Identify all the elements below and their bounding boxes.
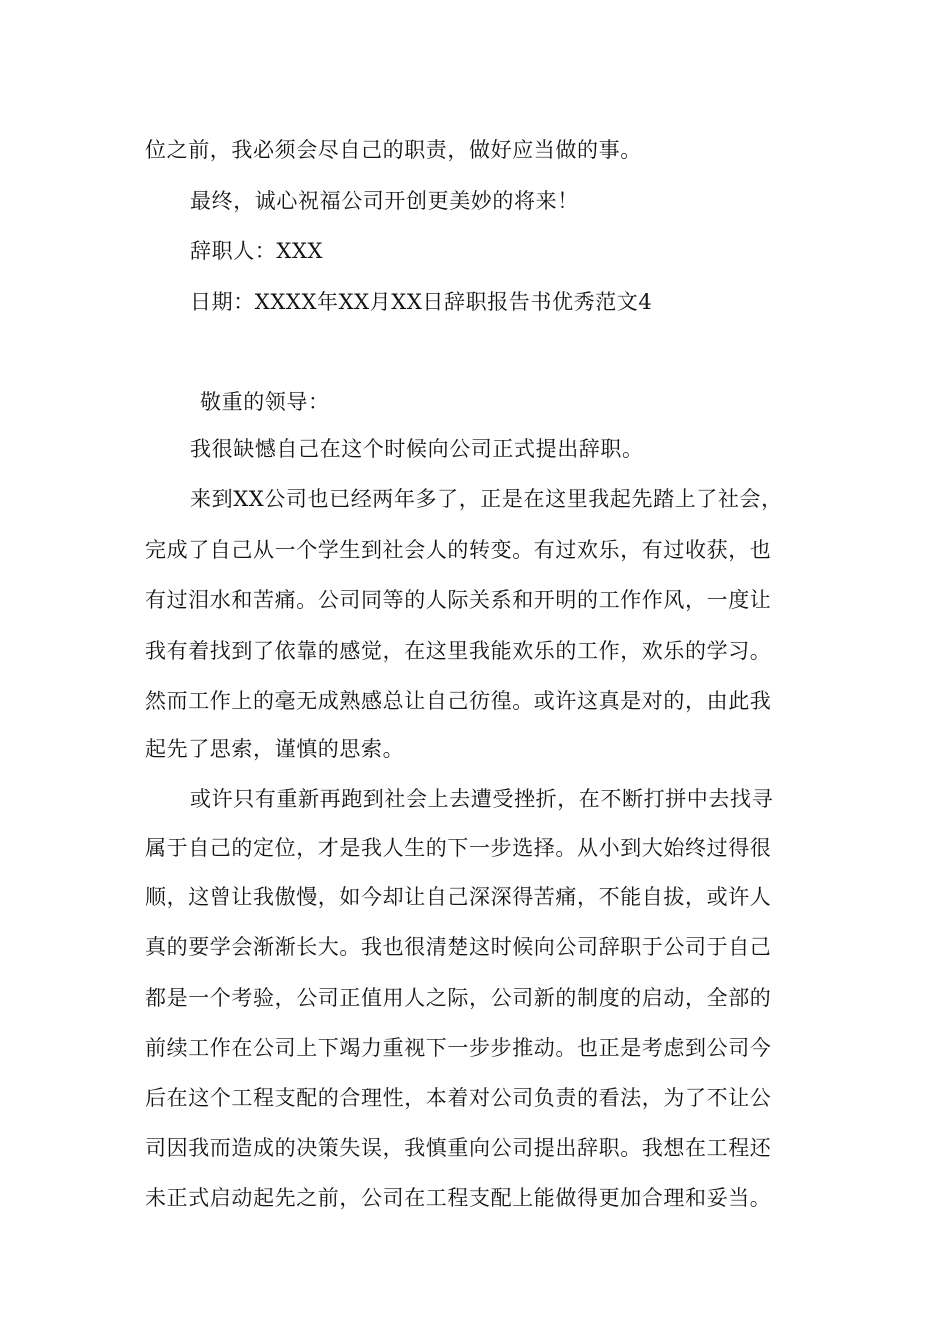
paragraph-line: 真的要学会渐渐长大。我也很清楚这时候向公司辞职于公司于自己 (145, 935, 772, 959)
signer-line: 辞职人：XXX (190, 239, 324, 263)
paragraph-line: 我有着找到了依靠的感觉，在这里我能欢乐的工作，欢乐的学习。 (145, 639, 772, 663)
date-line: 日期：XXXX年XX月XX日辞职报告书优秀范文4 (190, 290, 653, 314)
paragraph-line: 前续工作在公司上下竭力重视下一步步推动。也正是考虑到公司今 (145, 1036, 772, 1060)
paragraph-line: 来到XX公司也已经两年多了，正是在这里我起先踏上了社会， (190, 487, 783, 511)
paragraph-line: 后在这个工程支配的合理性，本着对公司负责的看法，为了不让公 (145, 1086, 772, 1110)
paragraph-line: 我很缺憾自己在这个时候向公司正式提出辞职。 (190, 437, 644, 461)
paragraph-line: 然而工作上的毫无成熟感总让自己彷徨。或许这真是对的，由此我 (145, 689, 772, 713)
paragraph-line: 起先了思索，谨慎的思索。 (145, 737, 405, 761)
paragraph-line: 或许只有重新再跑到社会上去遭受挫折，在不断打拼中去找寻 (190, 787, 774, 811)
paragraph-line: 司因我而造成的决策失误，我慎重向公司提出辞职。我想在工程还 (145, 1136, 772, 1160)
paragraph-line: 属于自己的定位，才是我人生的下一步选择。从小到大始终过得很 (145, 836, 772, 860)
paragraph-line: 有过泪水和苦痛。公司同等的人际关系和开明的工作作风，一度让 (145, 588, 772, 612)
text-line: 位之前，我必须会尽自己的职责，做好应当做的事。 (145, 138, 642, 162)
closing-wish: 最终，诚心祝福公司开创更美妙的将来！ (190, 189, 579, 213)
paragraph-line: 都是一个考验，公司正值用人之际，公司新的制度的启动，全部的 (145, 986, 772, 1010)
paragraph-line: 顺，这曾让我傲慢，如今却让自己深深得苦痛，不能自拔，或许人 (145, 885, 772, 909)
paragraph-line: 完成了自己从一个学生到社会人的转变。有过欢乐，有过收获，也 (145, 538, 772, 562)
paragraph-line: 未正式启动起先之前，公司在工程支配上能做得更加合理和妥当。 (145, 1186, 772, 1210)
salutation: 敬重的领导： (200, 390, 330, 414)
